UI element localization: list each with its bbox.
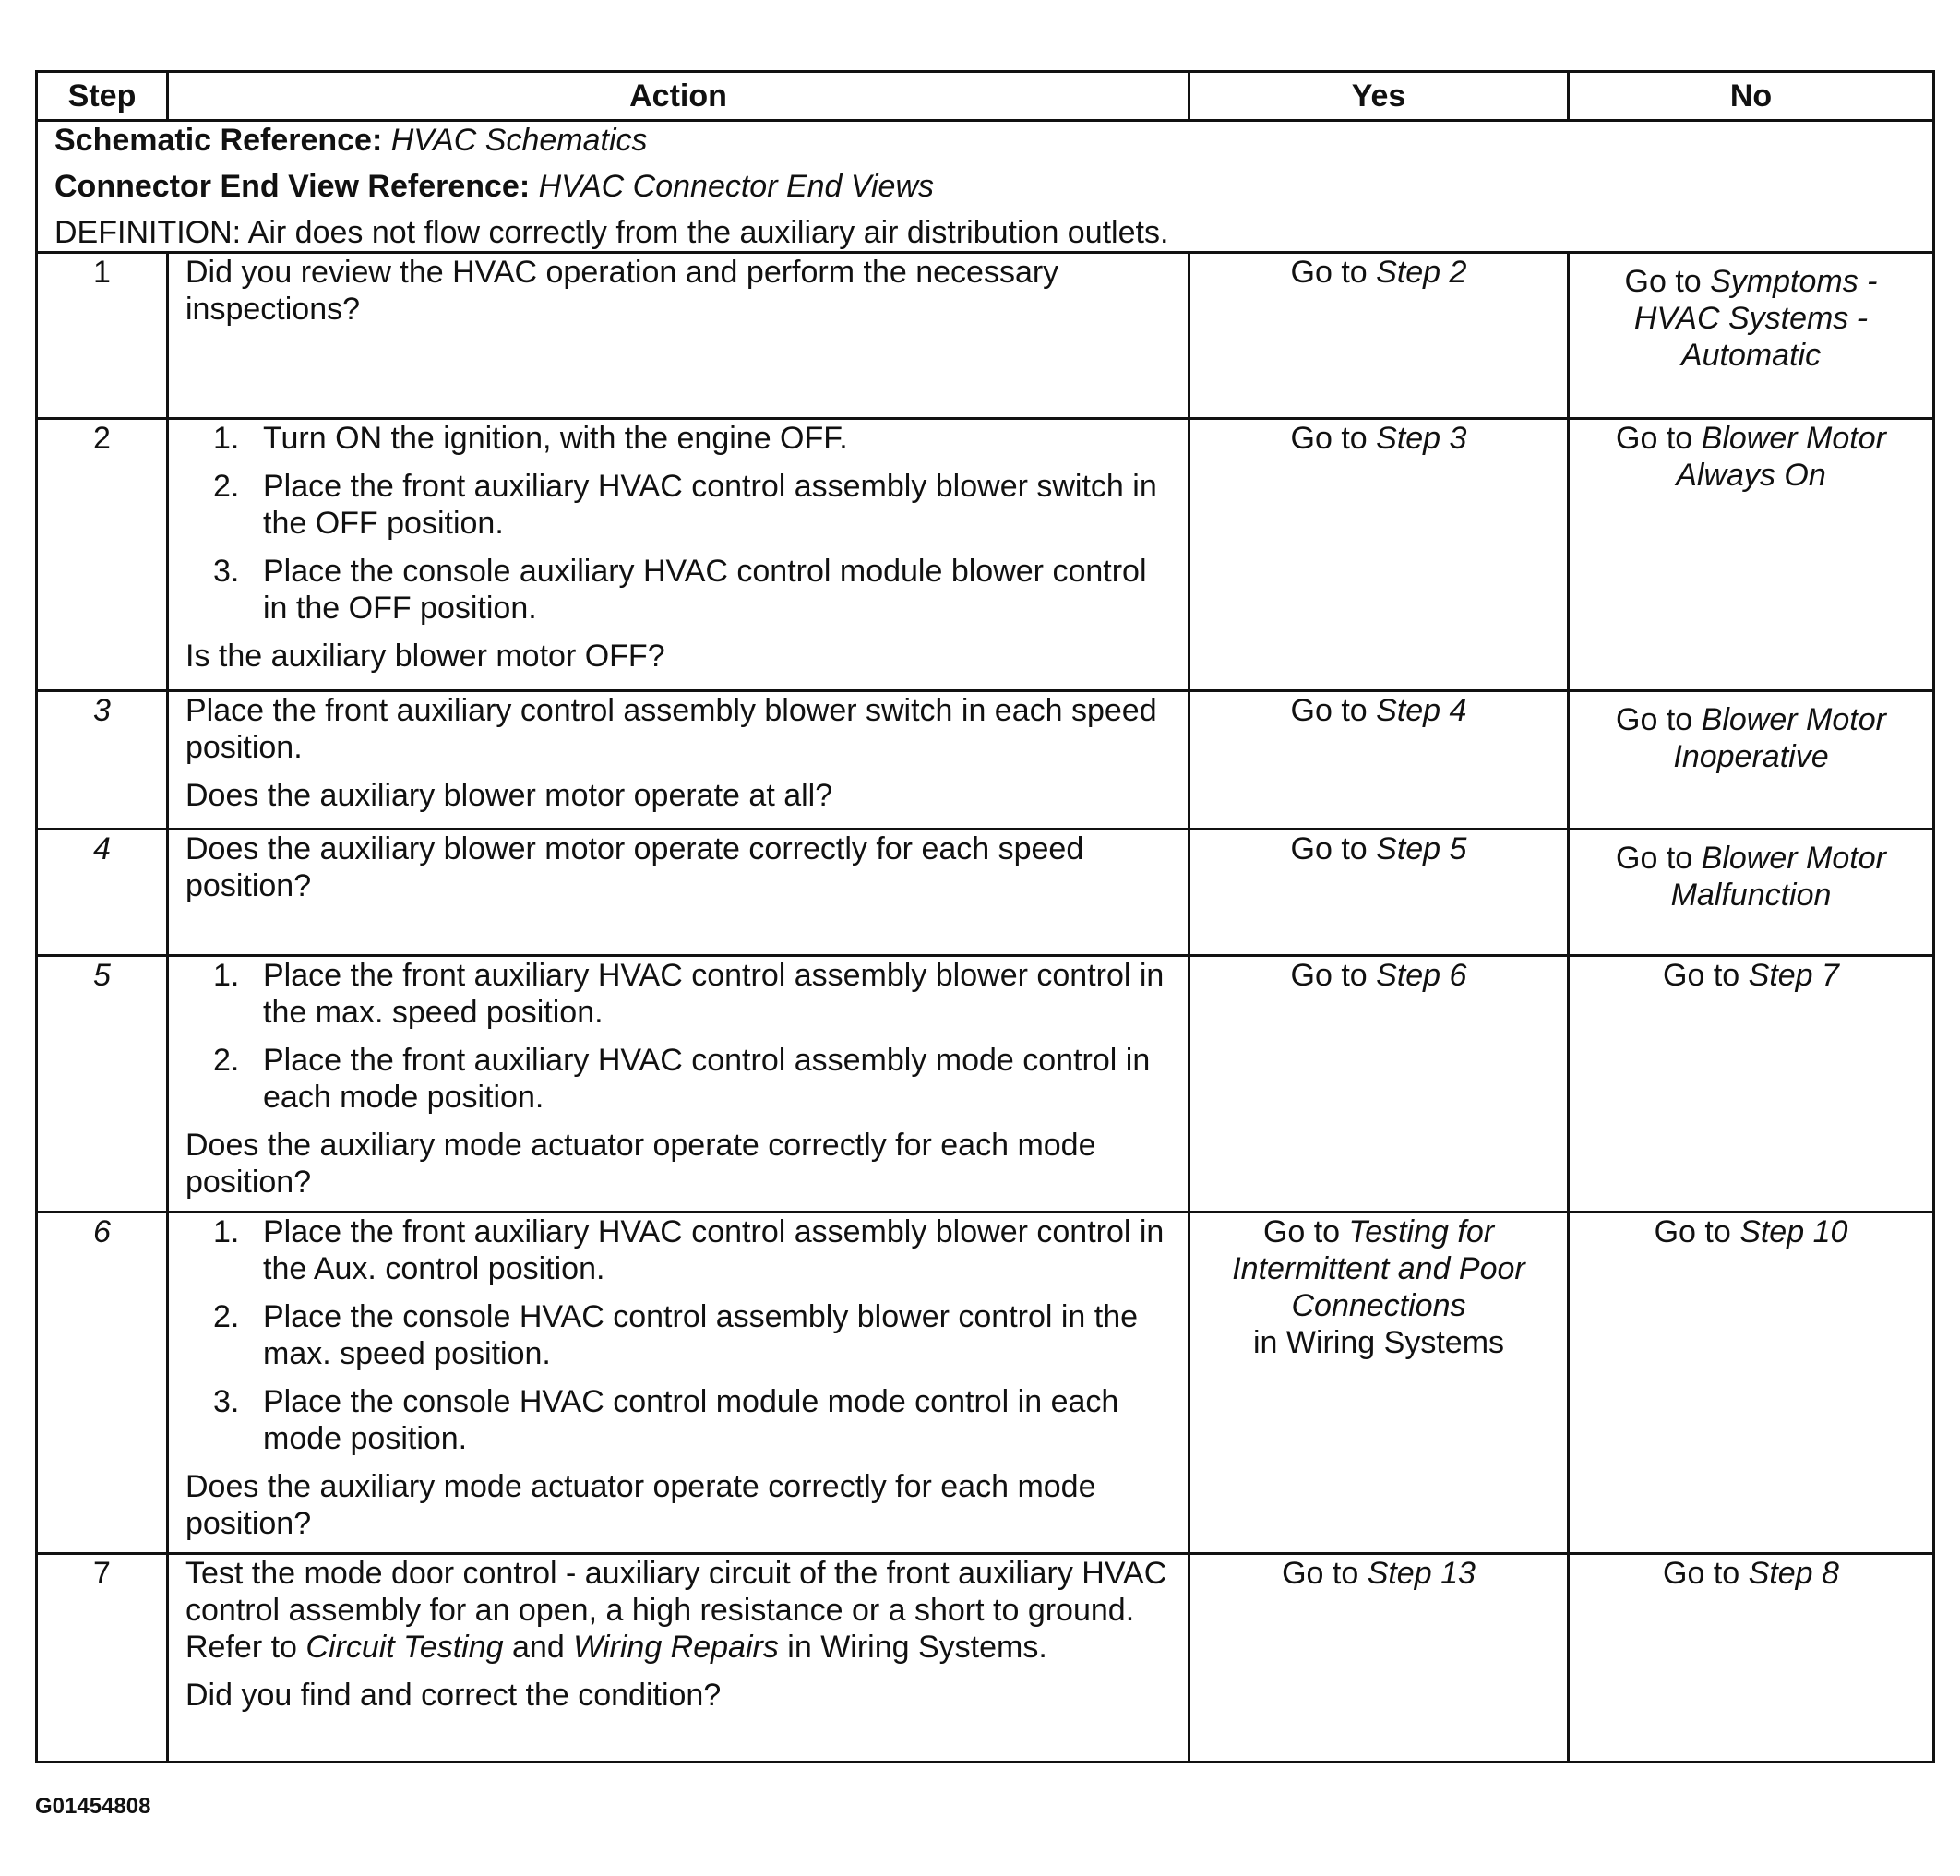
action-cell (168, 956, 1189, 1213)
schematic-reference-label: Schematic Reference: (54, 123, 383, 158)
action-text-part: Test the mode door control - auxiliary circuit of the front auxiliary HVAC control assembly for an open, a high resistance or a short to ground. Refer to (185, 1556, 1167, 1665)
header-no: No (1569, 72, 1934, 121)
no-cell (1569, 253, 1934, 419)
no-prefix: Go to (1616, 841, 1702, 876)
yes-cell (1189, 956, 1569, 1213)
table-row (37, 253, 1934, 419)
no-cell (1569, 830, 1934, 956)
list-item-text: Place the console auxiliary HVAC control module blower control in the OFF position. (263, 554, 1147, 626)
yes-prefix: Go to (1290, 693, 1377, 728)
action-cell (168, 691, 1189, 830)
no-prefix: Go to (1663, 958, 1749, 993)
no-link[interactable]: Symptoms - HVAC Systems - Automatic (1633, 264, 1878, 373)
list-item: 2. Place the front auxiliary HVAC control assembly blower switch in the OFF position. (213, 469, 1157, 541)
schematic-reference (54, 122, 1916, 159)
header-action: Action (168, 72, 1189, 121)
action-list (185, 957, 1171, 1116)
list-item: 1. Place the front auxiliary HVAC control assembly blower control in the Aux. control position. (213, 1214, 1165, 1286)
action-cell (168, 1213, 1189, 1554)
action-text-part: in Wiring Systems. (778, 1630, 1047, 1665)
definition-text: DEFINITION: Air does not flow correctly from the auxiliary air distribution outlets. (54, 215, 1169, 250)
yes-cell (1189, 691, 1569, 830)
list-item-text: Place the front auxiliary HVAC control assembly blower control in the Aux. control position. (263, 1214, 1165, 1286)
table-row (37, 1213, 1934, 1554)
no-prefix: Go to (1654, 1214, 1740, 1249)
list-item-text: Place the front auxiliary HVAC control assembly mode control in each mode position. (263, 1043, 1151, 1115)
action-text: Did you review the HVAC operation and perform the necessary inspections? (185, 255, 1059, 327)
header-step: Step (37, 72, 168, 121)
header-yes: Yes (1189, 72, 1569, 121)
yes-prefix: Go to (1290, 421, 1377, 456)
action-question: Does the auxiliary mode actuator operate correctly for each mode position? (185, 1469, 1096, 1541)
list-item-text: Place the front auxiliary HVAC control assembly blower control in the max. speed position. (263, 958, 1165, 1030)
no-prefix: Go to (1624, 264, 1711, 299)
step-number: 5 (37, 956, 168, 1213)
connector-reference (54, 168, 1916, 205)
no-link[interactable]: Step 8 (1748, 1556, 1839, 1591)
list-item: 2. Place the console HVAC control assembly blower control in the max. speed position. (213, 1299, 1139, 1371)
no-cell (1569, 691, 1934, 830)
action-text: Does the auxiliary blower motor operate correctly for each speed position? (185, 831, 1084, 903)
list-item-text: Place the console HVAC control assembly blower control in the max. speed position. (263, 1299, 1139, 1371)
header-row (37, 72, 1934, 121)
yes-cell (1189, 830, 1569, 956)
yes-prefix: Go to (1262, 1214, 1349, 1249)
yes-link[interactable]: Step 13 (1367, 1556, 1476, 1591)
yes-link[interactable]: Step 6 (1376, 958, 1467, 993)
yes-prefix: Go to (1290, 831, 1377, 866)
yes-link[interactable]: Step 4 (1376, 693, 1467, 728)
yes-link[interactable]: Step 2 (1376, 255, 1467, 290)
yes-cell (1189, 419, 1569, 691)
yes-link[interactable]: Testing for Intermittent and Poor Connections (1232, 1214, 1525, 1323)
action-text (185, 1555, 1171, 1666)
list-item: 3. Place the console HVAC control module mode control in each mode position. (213, 1384, 1119, 1456)
figure-id: G01454808 (35, 1794, 151, 1819)
list-item-text: Place the console HVAC control module mode control in each mode position. (263, 1384, 1119, 1456)
yes-link[interactable]: Step 5 (1376, 831, 1467, 866)
step-number: 4 (37, 830, 168, 956)
table-row (37, 691, 1934, 830)
no-link[interactable]: Step 10 (1739, 1214, 1848, 1249)
no-link[interactable]: Step 7 (1748, 958, 1839, 993)
action-cell (168, 419, 1189, 691)
no-link[interactable]: Blower Motor Inoperative (1673, 702, 1886, 774)
action-cell (168, 253, 1189, 419)
yes-prefix: Go to (1290, 255, 1377, 290)
connector-reference-link[interactable]: HVAC Connector End Views (538, 169, 934, 204)
list-item: 2. Place the front auxiliary HVAC control assembly mode control in each mode position. (213, 1043, 1151, 1115)
no-cell (1569, 1554, 1934, 1762)
action-cell (168, 1554, 1189, 1762)
yes-suffix: in Wiring Systems (1252, 1325, 1505, 1360)
reference-row (37, 121, 1934, 253)
no-prefix: Go to (1663, 1556, 1749, 1591)
reference-cell (37, 121, 1934, 253)
no-link[interactable]: Blower Motor Malfunction (1670, 841, 1886, 913)
action-text: Place the front auxiliary control assembly blower switch in each speed position. (185, 693, 1157, 765)
action-cell (168, 830, 1189, 956)
connector-reference-label: Connector End View Reference: (54, 169, 531, 204)
table-row (37, 419, 1934, 691)
no-prefix: Go to (1616, 702, 1702, 737)
table-row (37, 830, 1934, 956)
step-number: 3 (37, 691, 168, 830)
step-number: 1 (37, 253, 168, 419)
wiring-repairs-link[interactable]: Wiring Repairs (573, 1630, 779, 1665)
no-prefix: Go to (1616, 421, 1702, 456)
yes-cell (1189, 253, 1569, 419)
action-question: Did you find and correct the condition? (185, 1678, 722, 1713)
yes-prefix: Go to (1290, 958, 1377, 993)
list-item: 1. Turn ON the ignition, with the engine OFF. (213, 421, 848, 456)
no-cell (1569, 1213, 1934, 1554)
yes-link[interactable]: Step 3 (1376, 421, 1467, 456)
yes-prefix: Go to (1282, 1556, 1368, 1591)
schematic-reference-link[interactable]: HVAC Schematics (390, 123, 648, 158)
no-link[interactable]: Blower Motor Always On (1676, 421, 1886, 493)
yes-cell (1189, 1213, 1569, 1554)
list-item-text: Place the front auxiliary HVAC control assembly blower switch in the OFF position. (263, 469, 1157, 541)
yes-cell (1189, 1554, 1569, 1762)
step-number: 7 (37, 1554, 168, 1762)
no-cell (1569, 419, 1934, 691)
action-question: Is the auxiliary blower motor OFF? (185, 639, 665, 674)
table-row (37, 956, 1934, 1213)
list-item-text: Turn ON the ignition, with the engine OFF. (263, 421, 848, 456)
diagnostic-table (35, 70, 1935, 1763)
step-number: 6 (37, 1213, 168, 1554)
list-item: 3. Place the console auxiliary HVAC control module blower control in the OFF position. (213, 554, 1147, 626)
action-question: Does the auxiliary blower motor operate at all? (185, 778, 833, 813)
circuit-testing-link[interactable]: Circuit Testing (305, 1630, 504, 1665)
action-text-part: and (503, 1630, 574, 1665)
table-row (37, 1554, 1934, 1762)
no-cell (1569, 956, 1934, 1213)
action-list (185, 1213, 1171, 1457)
step-number: 2 (37, 419, 168, 691)
list-item: 1. Place the front auxiliary HVAC control assembly blower control in the max. speed position. (213, 958, 1165, 1030)
action-list (185, 420, 1171, 627)
action-question: Does the auxiliary mode actuator operate correctly for each mode position? (185, 1128, 1096, 1200)
